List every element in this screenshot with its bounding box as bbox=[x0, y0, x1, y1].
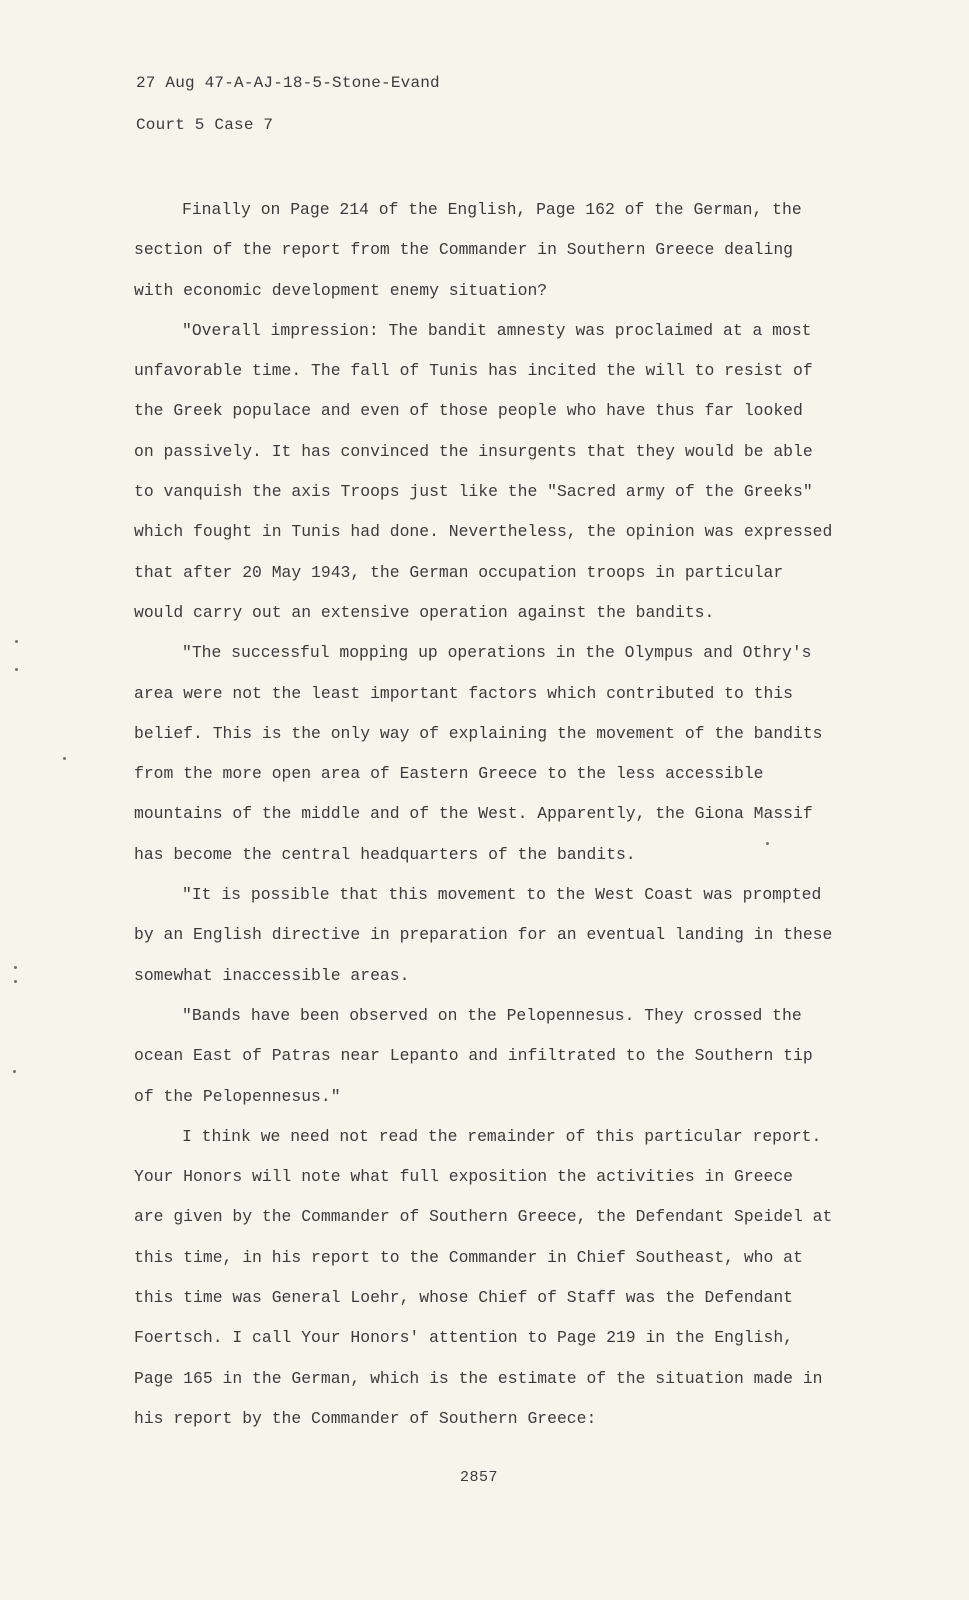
text-line: Foertsch. I call Your Honors' attention to Page 219 in the English, bbox=[134, 1328, 794, 1348]
text-line: that after 20 May 1943, the German occupation troops in particular bbox=[134, 562, 784, 582]
text-line: Your Honors will note what full exposition the activities in Greece bbox=[134, 1167, 794, 1187]
text-line: which fought in Tunis had done. Nevertheless, the opinion was expressed bbox=[134, 522, 833, 542]
header-reference: 27 Aug 47-A-AJ-18-5-Stone-Evand bbox=[136, 74, 440, 92]
text-line: ocean East of Patras near Lepanto and infiltrated to the Southern tip bbox=[134, 1046, 813, 1066]
text-line: Finally on Page 214 of the English, Page 162 of the German, the bbox=[182, 200, 802, 219]
scan-speck bbox=[14, 980, 17, 983]
text-line: belief. This is the only way of explaining the movement of the bandits bbox=[134, 723, 823, 743]
text-line: on passively. It has convinced the insurgents that they would be able bbox=[134, 441, 813, 461]
text-line: from the more open area of Eastern Greece to the less accessible bbox=[134, 764, 764, 784]
text-line: "Overall impression: The bandit amnesty was proclaimed at a most bbox=[182, 320, 812, 340]
text-line: area were not the least important factors which contributed to this bbox=[134, 683, 794, 703]
page-number: 2857 bbox=[460, 1469, 499, 1486]
scan-speck bbox=[13, 1070, 16, 1073]
text-line: section of the report from the Commander in Southern Greece dealing bbox=[134, 240, 794, 260]
text-line: unfavorable time. The fall of Tunis has incited the will to resist of bbox=[134, 361, 813, 381]
text-line: "Bands have been observed on the Pelopennesus. They crossed the bbox=[182, 1005, 802, 1025]
text-line: would carry out an extensive operation against the bandits. bbox=[134, 602, 715, 622]
text-line: somewhat inaccessible areas. bbox=[134, 965, 410, 985]
paragraph-west-coast bbox=[134, 875, 864, 996]
text-line: "The successful mopping up operations in the Olympus and Othry's bbox=[182, 643, 812, 663]
text-line: the Greek populace and even of those people who have thus far looked bbox=[134, 401, 803, 421]
text-line: of the Pelopennesus." bbox=[134, 1086, 341, 1106]
scan-speck bbox=[15, 640, 18, 643]
scan-speck bbox=[14, 966, 17, 969]
scan-speck bbox=[63, 757, 66, 760]
paragraph-pelopennesus bbox=[134, 996, 864, 1117]
paragraph-intro bbox=[134, 190, 864, 311]
text-line: has become the central headquarters of the bandits. bbox=[134, 844, 636, 864]
text-line: to vanquish the axis Troops just like the "Sacred army of the Greeks" bbox=[134, 482, 813, 502]
text-line: "It is possible that this movement to the West Coast was prompted bbox=[182, 885, 822, 905]
paragraph-remainder bbox=[134, 1117, 864, 1439]
text-line: I think we need not read the remainder of this particular report. bbox=[182, 1126, 822, 1146]
text-line: by an English directive in preparation for an eventual landing in these bbox=[134, 925, 833, 945]
body-text bbox=[134, 190, 864, 1439]
text-line: his report by the Commander of Southern Greece: bbox=[134, 1408, 597, 1428]
header-court-case: Court 5 Case 7 bbox=[136, 116, 274, 134]
text-line: are given by the Commander of Southern Greece, the Defendant Speidel at bbox=[134, 1207, 833, 1227]
scan-speck bbox=[766, 842, 769, 845]
text-line: mountains of the middle and of the West. Apparently, the Giona Massif bbox=[134, 804, 813, 824]
text-line: this time, in his report to the Commander in Chief Southeast, who at bbox=[134, 1247, 803, 1267]
text-line: with economic development enemy situation? bbox=[134, 280, 548, 300]
text-line: Page 165 in the German, which is the estimate of the situation made in bbox=[134, 1368, 823, 1388]
paragraph-overall-impression bbox=[134, 311, 864, 633]
paragraph-mopping-up bbox=[134, 633, 864, 875]
text-line: this time was General Loehr, whose Chief of Staff was the Defendant bbox=[134, 1288, 794, 1308]
scan-speck bbox=[15, 668, 18, 671]
